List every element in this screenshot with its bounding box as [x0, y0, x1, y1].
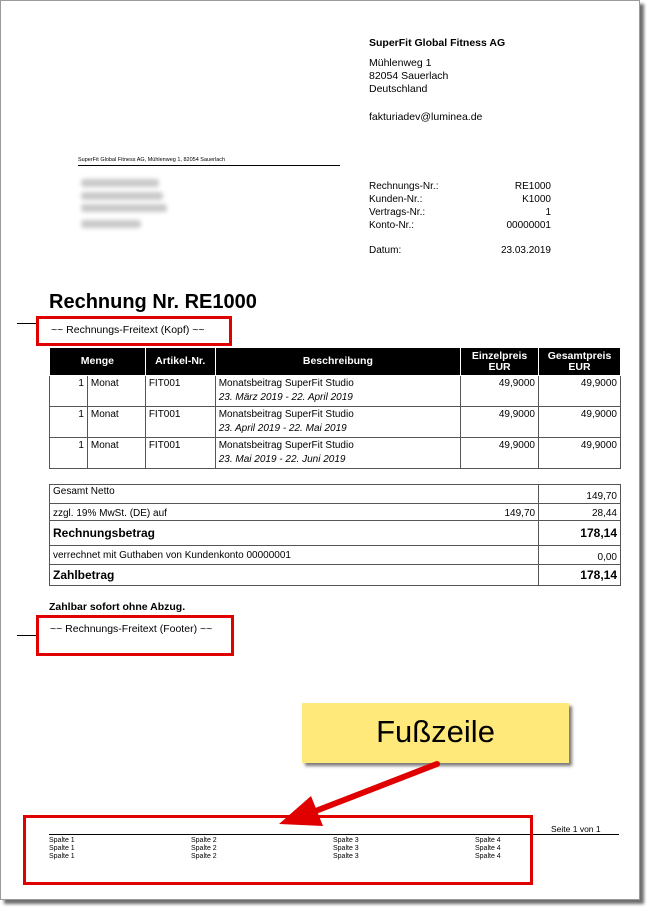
- vat-value: 28,44: [539, 504, 621, 521]
- footer-freetext-highlight: [36, 615, 234, 656]
- footer-column-1: Spalte 1: [49, 837, 75, 844]
- footer-column-4: Spalte 4: [475, 853, 501, 860]
- row-period: 23. März 2019 - 22. April 2019: [218, 392, 353, 403]
- header-quantity: Menge: [50, 348, 146, 376]
- customer-number-label: Kunden-Nr.:: [369, 194, 423, 205]
- row-description-text: Monatsbeitrag SuperFit Studio: [218, 409, 354, 420]
- net-label: Gesamt Netto: [50, 485, 539, 504]
- credit-label: verrechnet mit Guthaben von Kundenkonto 00000001: [50, 546, 539, 565]
- footer-column-1: Spalte 1: [49, 845, 75, 852]
- row-period: 23. April 2019 - 22. Mai 2019: [218, 423, 347, 434]
- row-quantity: 1: [50, 438, 88, 469]
- header-article: Artikel-Nr.: [145, 348, 215, 376]
- header-description: Beschreibung: [215, 348, 460, 376]
- row-unit: Monat: [87, 376, 145, 407]
- header-unit-price: Einzelpreis EUR: [461, 348, 539, 376]
- company-city: 82054 Sauerlach: [369, 70, 449, 82]
- header-total-price: Gesamtpreis EUR: [539, 348, 621, 376]
- company-country: Deutschland: [369, 83, 428, 95]
- sender-line: SuperFit Global Fitness AG, Mühlenweg 1, 82054 Sauerlach: [78, 157, 340, 166]
- row-total-price: 49,9000: [539, 407, 621, 438]
- net-value: 149,70: [539, 485, 621, 504]
- payment-note: Zahlbar sofort ohne Abzug.: [49, 601, 186, 613]
- row-period: 23. Mai 2019 - 22. Juni 2019: [218, 454, 346, 465]
- account-number-label: Konto-Nr.:: [369, 220, 415, 231]
- page-number: Seite 1 von 1: [551, 824, 601, 834]
- vat-base: 149,70: [461, 504, 539, 521]
- footer-column-2: Spalte 2: [191, 845, 217, 852]
- footer-column-3: Spalte 3: [333, 845, 359, 852]
- row-unit-price: 49,9000: [461, 407, 539, 438]
- row-description-text: Monatsbeitrag SuperFit Studio: [218, 440, 354, 451]
- invoice-title: Rechnung Nr. RE1000: [49, 291, 257, 313]
- table-row: [50, 407, 621, 438]
- company-name: SuperFit Global Fitness AG: [369, 37, 506, 49]
- row-quantity: 1: [50, 376, 88, 407]
- row-total-price: 49,9000: [539, 438, 621, 469]
- footer-column-4: Spalte 4: [475, 845, 501, 852]
- recipient-address-blurred: [81, 220, 141, 228]
- invoice-number-label: Rechnungs-Nr.:: [369, 181, 439, 192]
- row-unit-price: 49,9000: [461, 438, 539, 469]
- row-description: [215, 407, 460, 438]
- row-article: FIT001: [145, 376, 215, 407]
- row-quantity: 1: [50, 407, 88, 438]
- contract-number-label: Vertrags-Nr.:: [369, 207, 426, 218]
- footer-callout-label: Fußzeile: [302, 703, 569, 763]
- pay-label: Zahlbetrag: [50, 565, 539, 586]
- footer-column-3: Spalte 3: [333, 837, 359, 844]
- account-number-value: 00000001: [506, 220, 551, 231]
- row-description: [215, 376, 460, 407]
- row-description: [215, 438, 460, 469]
- company-email: fakturiadev@luminea.de: [369, 111, 483, 123]
- footer-freetext: ~~ Rechnungs-Freitext (Footer) ~~: [50, 623, 213, 635]
- table-row: [50, 438, 621, 469]
- company-street: Mühlenweg 1: [369, 57, 432, 69]
- row-description-text: Monatsbeitrag SuperFit Studio: [218, 378, 354, 389]
- recipient-address-blurred: [81, 192, 163, 200]
- footer-column-1: Spalte 1: [49, 853, 75, 860]
- totals-row: [50, 485, 621, 504]
- footer-column-4: Spalte 4: [475, 837, 501, 844]
- recipient-address-blurred: [81, 204, 167, 212]
- table-row: [50, 376, 621, 407]
- totals-row: [50, 521, 621, 546]
- invoice-total-label: Rechnungsbetrag: [50, 521, 539, 546]
- recipient-address-blurred: [81, 179, 159, 187]
- header-freetext: ~~ Rechnungs-Freitext (Kopf) ~~: [51, 324, 205, 336]
- date-label: Datum:: [369, 245, 402, 256]
- credit-value: 0,00: [539, 546, 621, 565]
- row-unit-price: 49,9000: [461, 376, 539, 407]
- row-article: FIT001: [145, 407, 215, 438]
- row-unit: Monat: [87, 407, 145, 438]
- footer-column-2: Spalte 2: [191, 837, 217, 844]
- row-unit: Monat: [87, 438, 145, 469]
- totals-row: [50, 546, 621, 565]
- vat-label: zzgl. 19% MwSt. (DE) auf: [50, 504, 461, 521]
- contract-number-value: 1: [545, 207, 551, 218]
- footer-column-3: Spalte 3: [333, 853, 359, 860]
- invoice-number-value: RE1000: [514, 181, 551, 192]
- customer-number-value: K1000: [522, 194, 551, 205]
- row-total-price: 49,9000: [539, 376, 621, 407]
- footer-column-2: Spalte 2: [191, 853, 217, 860]
- totals-row: [50, 565, 621, 586]
- totals-table: [49, 484, 621, 586]
- pay-value: 178,14: [539, 565, 621, 586]
- table-header: [50, 348, 621, 376]
- items-table: [49, 347, 621, 469]
- date-value: 23.03.2019: [500, 245, 551, 256]
- row-article: FIT001: [145, 438, 215, 469]
- footer-highlight-box: [23, 815, 533, 885]
- totals-row: [50, 504, 621, 521]
- invoice-total-value: 178,14: [539, 521, 621, 546]
